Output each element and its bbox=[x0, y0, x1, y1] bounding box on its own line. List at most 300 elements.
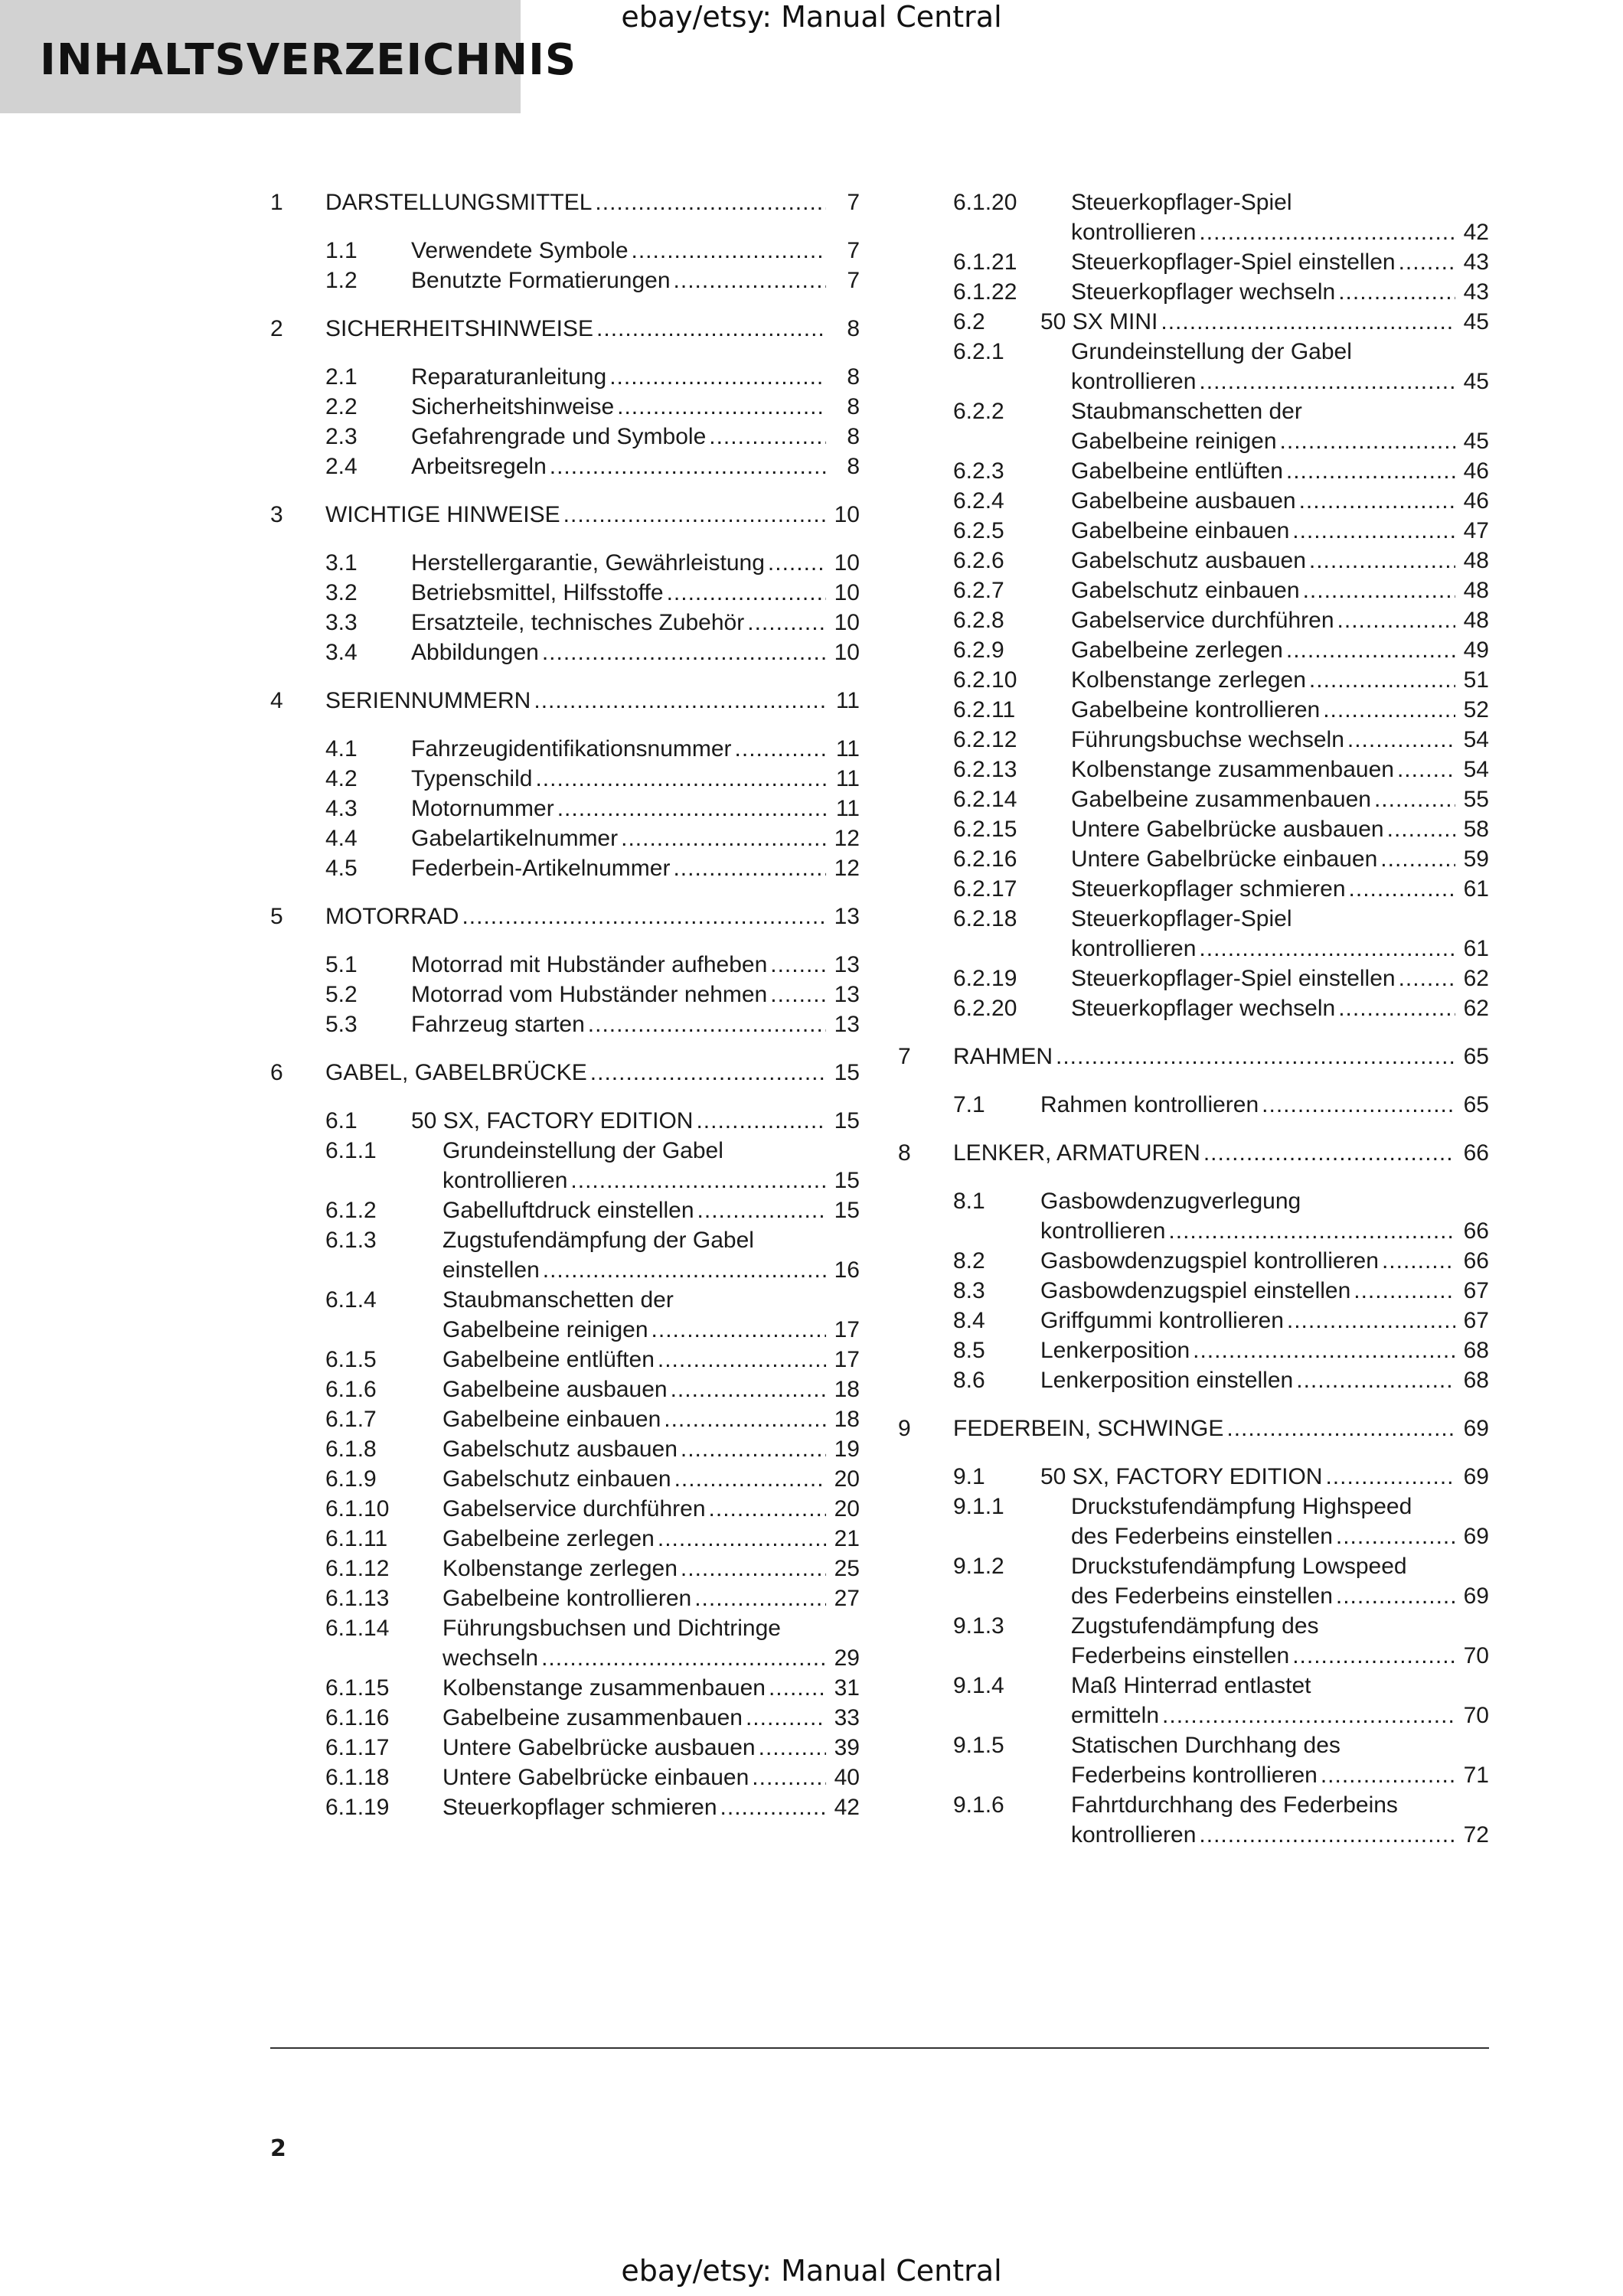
toc-entry[interactable] bbox=[270, 764, 860, 794]
toc-entry-number: 8.2 bbox=[953, 1248, 985, 1274]
toc-entry[interactable] bbox=[898, 1246, 1489, 1276]
toc-entry-title: Gabelservice durchführen bbox=[442, 1496, 706, 1521]
toc-entry-number: 2.4 bbox=[325, 454, 358, 479]
toc-entry-title: Kolbenstange zerlegen bbox=[1071, 667, 1306, 693]
toc-entry-title: Gabelservice durchführen bbox=[1071, 608, 1334, 633]
toc-entry-title: Gabelbeine ausbauen bbox=[1071, 488, 1296, 514]
toc-column-left bbox=[270, 188, 860, 1822]
toc-entry-page: 29 bbox=[834, 1645, 860, 1671]
dot-leader bbox=[1336, 1521, 1455, 1551]
toc-entry-title: Rahmen kontrollieren bbox=[1040, 1092, 1259, 1117]
toc-entry-page: 55 bbox=[1463, 787, 1489, 812]
dot-leader bbox=[542, 638, 826, 667]
toc-entry-title: Gabelbeine zusammenbauen bbox=[442, 1705, 743, 1730]
toc-entry-page: 61 bbox=[1463, 936, 1489, 961]
toc-entry[interactable] bbox=[270, 1434, 860, 1464]
toc-entry-title: Gabelluftdruck einstellen bbox=[442, 1198, 694, 1223]
toc-entry-page: 71 bbox=[1463, 1763, 1489, 1788]
toc-entry-number: 6.2.19 bbox=[953, 966, 1017, 991]
toc-entry[interactable] bbox=[898, 844, 1489, 874]
toc-entry[interactable] bbox=[898, 784, 1489, 814]
toc-entry[interactable] bbox=[898, 1276, 1489, 1306]
dot-leader bbox=[588, 1009, 826, 1039]
toc-entry[interactable] bbox=[270, 1345, 860, 1375]
toc-entry-number: 5.3 bbox=[325, 1012, 358, 1037]
dot-leader bbox=[720, 1792, 826, 1822]
toc-entry-title: Abbildungen bbox=[411, 640, 539, 665]
dot-leader bbox=[1354, 1276, 1455, 1306]
toc-entry-page: 17 bbox=[834, 1317, 860, 1342]
toc-entry[interactable] bbox=[898, 188, 1489, 247]
toc-entry-title: GABEL, GABELBRÜCKE bbox=[325, 1060, 587, 1085]
toc-entry-title: Federbeins einstellen bbox=[1071, 1643, 1290, 1668]
toc-entry-page: 54 bbox=[1463, 727, 1489, 752]
dot-leader bbox=[674, 1464, 826, 1494]
toc-entry[interactable] bbox=[898, 1090, 1489, 1120]
dot-leader bbox=[1374, 784, 1455, 814]
toc-entry-number: 6.1.15 bbox=[325, 1675, 390, 1701]
toc-entry-page: 10 bbox=[834, 502, 860, 527]
toc-entry[interactable] bbox=[270, 1136, 860, 1195]
toc-entry[interactable] bbox=[270, 1225, 860, 1285]
toc-entry[interactable] bbox=[270, 1106, 860, 1136]
toc-entry-number: 6.2.13 bbox=[953, 757, 1017, 782]
toc-entry[interactable] bbox=[898, 605, 1489, 635]
dot-leader bbox=[1199, 1820, 1455, 1850]
toc-entry-page: 69 bbox=[1463, 1524, 1489, 1549]
toc-entry-page: 69 bbox=[1463, 1583, 1489, 1609]
toc-entry[interactable] bbox=[898, 1365, 1489, 1395]
toc-entry[interactable] bbox=[898, 516, 1489, 546]
toc-entry[interactable] bbox=[270, 1524, 860, 1554]
dot-leader bbox=[1056, 1042, 1455, 1071]
toc-entry[interactable] bbox=[898, 1730, 1489, 1790]
toc-entry[interactable] bbox=[270, 823, 860, 853]
toc-entry[interactable] bbox=[270, 980, 860, 1009]
toc-entry-page: 15 bbox=[834, 1108, 860, 1133]
page-number: 2 bbox=[270, 2135, 286, 2162]
toc-entry-number: 6.1.9 bbox=[325, 1466, 377, 1492]
toc-entry[interactable] bbox=[270, 1009, 860, 1039]
toc-entry-number: 3.4 bbox=[325, 640, 358, 665]
toc-entry-page: 59 bbox=[1463, 846, 1489, 872]
toc-entry-number: 8.4 bbox=[953, 1308, 985, 1333]
dot-leader bbox=[1199, 217, 1455, 247]
toc-entry-title: Federbein-Artikelnummer bbox=[411, 856, 671, 881]
toc-entry-title: WICHTIGE HINWEISE bbox=[325, 502, 560, 527]
toc-entry-number: 6.1.20 bbox=[953, 190, 1017, 215]
toc-entry-page: 49 bbox=[1463, 638, 1489, 663]
toc-entry-number: 2.2 bbox=[325, 394, 358, 419]
dot-leader bbox=[1292, 1641, 1455, 1671]
toc-entry-number: 6.1.4 bbox=[325, 1287, 377, 1313]
dot-leader bbox=[1292, 516, 1455, 546]
toc-entry[interactable] bbox=[270, 794, 860, 823]
toc-entry-number: 6.1.1 bbox=[325, 1138, 377, 1163]
toc-entry-title: Gefahrengrade und Symbole bbox=[411, 424, 707, 449]
toc-entry-title: Gabelbeine zerlegen bbox=[1071, 638, 1283, 663]
toc-entry-page: 17 bbox=[834, 1347, 860, 1372]
toc-entry[interactable] bbox=[270, 950, 860, 980]
toc-entry[interactable] bbox=[898, 546, 1489, 576]
dot-leader bbox=[671, 1375, 826, 1404]
toc-entry[interactable] bbox=[898, 725, 1489, 755]
dot-leader bbox=[595, 188, 826, 217]
toc-entry[interactable] bbox=[270, 188, 860, 217]
toc-entry-page: 67 bbox=[1463, 1308, 1489, 1333]
toc-entry-page: 40 bbox=[834, 1765, 860, 1790]
toc-entry[interactable] bbox=[898, 874, 1489, 904]
toc-entry-page: 45 bbox=[1463, 369, 1489, 394]
dot-leader bbox=[1199, 367, 1455, 396]
toc-entry-title: Gasbowdenzugverlegung bbox=[1040, 1189, 1301, 1214]
toc-entry-page: 70 bbox=[1463, 1643, 1489, 1668]
toc-entry[interactable] bbox=[898, 277, 1489, 307]
toc-entry-page: 48 bbox=[1463, 578, 1489, 603]
toc-entry[interactable] bbox=[270, 500, 860, 530]
toc-entry[interactable] bbox=[270, 1763, 860, 1792]
toc-entry-number: 9.1.5 bbox=[953, 1733, 1004, 1758]
dot-leader bbox=[697, 1195, 826, 1225]
toc-entry-title: des Federbeins einstellen bbox=[1071, 1583, 1333, 1609]
watermark-top: ebay/etsy: Manual Central bbox=[621, 0, 1002, 34]
toc-entry-number: 6.2.15 bbox=[953, 817, 1017, 842]
toc-entry-page: 31 bbox=[834, 1675, 860, 1701]
toc-entry-title: Führungsbuchse wechseln bbox=[1071, 727, 1344, 752]
toc-entry[interactable] bbox=[270, 1673, 860, 1703]
toc-entry-page: 27 bbox=[834, 1586, 860, 1611]
toc-entry-number: 1 bbox=[270, 190, 283, 215]
toc-entry-number: 6.1.3 bbox=[325, 1228, 377, 1253]
toc-entry-number: 6.2.16 bbox=[953, 846, 1017, 872]
toc-entry-page: 18 bbox=[834, 1377, 860, 1402]
toc-entry-number: 5 bbox=[270, 904, 283, 929]
toc-entry-number: 4.1 bbox=[325, 736, 358, 762]
toc-entry-title: Untere Gabelbrücke ausbauen bbox=[1071, 817, 1384, 842]
dot-leader bbox=[1338, 993, 1455, 1023]
toc-entry[interactable] bbox=[270, 686, 860, 716]
dot-leader bbox=[667, 578, 826, 608]
toc-entry-title: Untere Gabelbrücke einbauen bbox=[1071, 846, 1378, 872]
toc-entry-page: 15 bbox=[834, 1168, 860, 1193]
dot-leader bbox=[596, 314, 826, 344]
toc-entry-title: Gabelartikelnummer bbox=[411, 826, 619, 851]
toc-entry-number: 9.1.6 bbox=[953, 1792, 1004, 1818]
toc-entry-title: kontrollieren bbox=[1071, 369, 1197, 394]
dot-leader bbox=[462, 902, 826, 931]
dot-leader bbox=[617, 392, 826, 422]
toc-entry-number: 6.1.10 bbox=[325, 1496, 390, 1521]
toc-entry-page: 11 bbox=[835, 796, 860, 821]
toc-entry-title: Gasbowdenzugspiel einstellen bbox=[1040, 1278, 1351, 1303]
toc-entry-number: 6.2.3 bbox=[953, 458, 1004, 484]
dot-leader bbox=[769, 1673, 826, 1703]
toc-entry-page: 10 bbox=[834, 640, 860, 665]
toc-entry[interactable] bbox=[270, 608, 860, 638]
dot-leader bbox=[681, 1434, 826, 1464]
dot-leader bbox=[570, 1166, 826, 1195]
toc-entry[interactable] bbox=[270, 1058, 860, 1088]
toc-entry[interactable] bbox=[270, 362, 860, 392]
dot-leader bbox=[1323, 695, 1455, 725]
toc-entry-page: 66 bbox=[1463, 1140, 1489, 1166]
toc-entry-title: Typenschild bbox=[411, 766, 533, 791]
toc-entry[interactable] bbox=[898, 307, 1489, 337]
toc-entry[interactable] bbox=[270, 1285, 860, 1345]
toc-entry-title: Griffgummi kontrollieren bbox=[1040, 1308, 1284, 1333]
toc-entry-number: 6.1.14 bbox=[325, 1616, 390, 1641]
toc-entry-page: 69 bbox=[1463, 1416, 1489, 1441]
toc-entry-number: 6.1.18 bbox=[325, 1765, 390, 1790]
toc-entry[interactable] bbox=[270, 1464, 860, 1494]
toc-entry[interactable] bbox=[270, 1583, 860, 1613]
toc-entry-number: 6.1.5 bbox=[325, 1347, 377, 1372]
toc-entry-page: 61 bbox=[1463, 876, 1489, 902]
toc-entry-title: Maß Hinterrad entlastet bbox=[1071, 1673, 1311, 1698]
dot-leader bbox=[543, 1255, 826, 1285]
toc-entry[interactable] bbox=[898, 396, 1489, 456]
dot-leader bbox=[673, 853, 826, 883]
toc-entry-page: 68 bbox=[1463, 1368, 1489, 1393]
toc-entry-number: 2.1 bbox=[325, 364, 358, 390]
toc-entry[interactable] bbox=[898, 247, 1489, 277]
toc-entry[interactable] bbox=[270, 1703, 860, 1733]
toc-entry-title: DARSTELLUNGSMITTEL bbox=[325, 190, 593, 215]
toc-entry-page: 66 bbox=[1463, 1248, 1489, 1274]
toc-entry-number: 6.1.22 bbox=[953, 279, 1017, 305]
toc-entry-title: Gabelschutz einbauen bbox=[442, 1466, 671, 1492]
toc-entry-title: RAHMEN bbox=[953, 1044, 1053, 1069]
dot-leader bbox=[1380, 844, 1455, 874]
toc-entry-page: 48 bbox=[1463, 608, 1489, 633]
toc-entry[interactable] bbox=[898, 576, 1489, 605]
toc-entry-title: Gabelbeine entlüften bbox=[442, 1347, 655, 1372]
toc-entry-page: 11 bbox=[835, 736, 860, 762]
toc-entry-title: Steuerkopflager-Spiel einstellen bbox=[1071, 966, 1396, 991]
toc-entry[interactable] bbox=[898, 814, 1489, 844]
toc-entry-page: 8 bbox=[847, 364, 860, 390]
toc-entry[interactable] bbox=[270, 1375, 860, 1404]
toc-entry[interactable] bbox=[270, 548, 860, 578]
toc-entry-number: 6.2.2 bbox=[953, 399, 1004, 424]
toc-entry-title: Führungsbuchsen und Dichtringe bbox=[442, 1616, 781, 1641]
toc-entry[interactable] bbox=[898, 993, 1489, 1023]
toc-entry[interactable] bbox=[898, 1462, 1489, 1492]
toc-entry[interactable] bbox=[898, 1306, 1489, 1336]
toc-entry-number: 6.1.17 bbox=[325, 1735, 390, 1760]
toc-entry-title: Verwendete Symbole bbox=[411, 238, 629, 263]
toc-entry-title: kontrollieren bbox=[442, 1168, 568, 1193]
dot-leader bbox=[1226, 1414, 1455, 1443]
toc-entry-number: 9.1.3 bbox=[953, 1613, 1004, 1639]
toc-entry[interactable] bbox=[270, 1733, 860, 1763]
toc-entry-number: 6.2.4 bbox=[953, 488, 1004, 514]
toc-entry-title: Federbeins kontrollieren bbox=[1071, 1763, 1318, 1788]
toc-entry-page: 45 bbox=[1463, 429, 1489, 454]
toc-entry-title: Untere Gabelbrücke ausbauen bbox=[442, 1735, 756, 1760]
toc-entry-title: Lenkerposition bbox=[1040, 1338, 1190, 1363]
toc-entry[interactable] bbox=[898, 755, 1489, 784]
toc-entry-title: Herstellergarantie, Gewährleistung bbox=[411, 550, 765, 576]
dot-leader bbox=[1309, 665, 1455, 695]
toc-entry-number: 6.2.12 bbox=[953, 727, 1017, 752]
toc-entry-title: Steuerkopflager wechseln bbox=[1071, 996, 1336, 1021]
toc-entry-title: Motorrad mit Hubständer aufheben bbox=[411, 952, 768, 977]
toc-entry[interactable] bbox=[898, 1138, 1489, 1168]
dot-leader bbox=[1321, 1760, 1455, 1790]
toc-entry[interactable] bbox=[270, 1554, 860, 1583]
toc-entry-title: Gabelbeine kontrollieren bbox=[442, 1586, 692, 1611]
dot-leader bbox=[1387, 814, 1455, 844]
toc-entry-page: 65 bbox=[1463, 1092, 1489, 1117]
toc-entry-title: Gabelbeine entlüften bbox=[1071, 458, 1283, 484]
toc-entry-page: 42 bbox=[1463, 220, 1489, 245]
toc-entry-number: 3.3 bbox=[325, 610, 358, 635]
toc-entry[interactable] bbox=[270, 422, 860, 452]
toc-entry-number: 7 bbox=[898, 1044, 911, 1069]
toc-entry-page: 16 bbox=[834, 1257, 860, 1283]
toc-entry-number: 4 bbox=[270, 688, 283, 713]
dot-leader bbox=[658, 1345, 826, 1375]
toc-entry-number: 8.3 bbox=[953, 1278, 985, 1303]
toc-entry[interactable] bbox=[898, 964, 1489, 993]
toc-entry-page: 65 bbox=[1463, 1044, 1489, 1069]
dot-leader bbox=[590, 1058, 826, 1088]
toc-entry[interactable] bbox=[898, 1611, 1489, 1671]
toc-entry-number: 2 bbox=[270, 316, 283, 341]
toc-entry-page: 20 bbox=[834, 1466, 860, 1492]
dot-leader bbox=[1336, 1581, 1455, 1611]
toc-entry-page: 13 bbox=[834, 952, 860, 977]
toc-entry[interactable] bbox=[898, 665, 1489, 695]
toc-entry-number: 4.5 bbox=[325, 856, 358, 881]
toc-entry[interactable] bbox=[270, 452, 860, 481]
toc-entry-title: Gabelbeine zusammenbauen bbox=[1071, 787, 1371, 812]
toc-entry-number: 4.2 bbox=[325, 766, 358, 791]
toc-entry-title: MOTORRAD bbox=[325, 904, 459, 929]
page-title: INHALTSVERZEICHNIS bbox=[40, 35, 577, 85]
toc-entry[interactable] bbox=[898, 1492, 1489, 1551]
toc-entry[interactable] bbox=[898, 635, 1489, 665]
toc-entry[interactable] bbox=[270, 853, 860, 883]
toc-entry[interactable] bbox=[270, 1404, 860, 1434]
toc-entry-page: 39 bbox=[834, 1735, 860, 1760]
toc-entry-number: 6.2.18 bbox=[953, 906, 1017, 931]
toc-entry[interactable] bbox=[898, 1186, 1489, 1246]
toc-entry-number: 7.1 bbox=[953, 1092, 985, 1117]
toc-entry[interactable] bbox=[898, 695, 1489, 725]
toc-entry-page: 66 bbox=[1463, 1218, 1489, 1244]
toc-entry-number: 6.1.7 bbox=[325, 1407, 377, 1432]
dot-leader bbox=[1397, 755, 1455, 784]
toc-entry-number: 4.3 bbox=[325, 796, 358, 821]
toc-entry[interactable] bbox=[898, 1336, 1489, 1365]
dot-leader bbox=[747, 608, 826, 638]
toc-entry[interactable] bbox=[270, 578, 860, 608]
toc-entry-number: 6 bbox=[270, 1060, 283, 1085]
toc-entry-number: 6.1.21 bbox=[953, 249, 1017, 275]
toc-entry-title: kontrollieren bbox=[1071, 936, 1197, 961]
toc-entry-number: 9.1.1 bbox=[953, 1494, 1004, 1519]
dot-leader bbox=[658, 1524, 826, 1554]
toc-entry[interactable] bbox=[898, 904, 1489, 964]
dot-leader bbox=[1299, 486, 1455, 516]
dot-leader bbox=[1325, 1462, 1455, 1492]
toc-entry-number: 5.2 bbox=[325, 982, 358, 1007]
toc-entry-title: Zugstufendämpfung der Gabel bbox=[442, 1228, 754, 1253]
toc-entry-title: Fahrzeugidentifikationsnummer bbox=[411, 736, 732, 762]
toc-entry-title: Reparaturanleitung bbox=[411, 364, 607, 390]
toc-entry-page: 21 bbox=[834, 1526, 860, 1551]
toc-entry-page: 58 bbox=[1463, 817, 1489, 842]
toc-entry-number: 6.1.8 bbox=[325, 1437, 377, 1462]
toc-entry-page: 15 bbox=[834, 1060, 860, 1085]
toc-entry[interactable] bbox=[898, 1414, 1489, 1443]
toc-entry[interactable] bbox=[270, 236, 860, 266]
toc-entry[interactable] bbox=[270, 638, 860, 667]
toc-entry[interactable] bbox=[898, 456, 1489, 486]
toc-entry-page: 18 bbox=[834, 1407, 860, 1432]
toc-entry-title: Grundeinstellung der Gabel bbox=[1071, 339, 1352, 364]
toc-entry-number: 9.1.4 bbox=[953, 1673, 1004, 1698]
toc-entry[interactable] bbox=[270, 1613, 860, 1673]
toc-entry-page: 68 bbox=[1463, 1338, 1489, 1363]
toc-entry-number: 6.2.6 bbox=[953, 548, 1004, 573]
toc-entry[interactable] bbox=[898, 1042, 1489, 1071]
dot-leader bbox=[770, 950, 826, 980]
dot-leader bbox=[1309, 546, 1455, 576]
toc-entry-number: 6.1 bbox=[325, 1108, 358, 1133]
toc-entry[interactable] bbox=[270, 1792, 860, 1822]
toc-entry-title: Steuerkopflager schmieren bbox=[1071, 876, 1346, 902]
dot-leader bbox=[1287, 1306, 1455, 1336]
toc-entry[interactable] bbox=[270, 1195, 860, 1225]
toc-entry-number: 1.1 bbox=[325, 238, 358, 263]
toc-entry-page: 62 bbox=[1463, 996, 1489, 1021]
toc-entry-page: 47 bbox=[1463, 518, 1489, 543]
toc-entry[interactable] bbox=[898, 1551, 1489, 1611]
toc-entry-title: Kolbenstange zusammenbauen bbox=[1071, 757, 1394, 782]
toc-entry[interactable] bbox=[898, 1671, 1489, 1730]
toc-entry[interactable] bbox=[898, 337, 1489, 396]
toc-column-right bbox=[898, 188, 1489, 1850]
toc-entry-number: 9 bbox=[898, 1416, 911, 1441]
toc-entry-title: Gabelbeine einbauen bbox=[442, 1407, 661, 1432]
toc-entry-title: Zugstufendämpfung des bbox=[1071, 1613, 1319, 1639]
toc-entry[interactable] bbox=[270, 392, 860, 422]
toc-entry-title: Gabelbeine reinigen bbox=[1071, 429, 1277, 454]
dot-leader bbox=[1168, 1216, 1455, 1246]
toc-entry[interactable] bbox=[270, 734, 860, 764]
toc-entry-number: 6.2.11 bbox=[953, 697, 1016, 722]
toc-entry[interactable] bbox=[270, 314, 860, 344]
toc-entry[interactable] bbox=[270, 902, 860, 931]
toc-entry-page: 70 bbox=[1463, 1703, 1489, 1728]
toc-entry-page: 10 bbox=[834, 580, 860, 605]
toc-entry-title: Gabelbeine kontrollieren bbox=[1071, 697, 1321, 722]
toc-entry-title: Arbeitsregeln bbox=[411, 454, 547, 479]
toc-entry[interactable] bbox=[898, 1790, 1489, 1850]
toc-entry-number: 9.1.2 bbox=[953, 1554, 1004, 1579]
toc-entry-page: 7 bbox=[847, 268, 860, 293]
toc-entry[interactable] bbox=[270, 266, 860, 295]
toc-entry[interactable] bbox=[898, 486, 1489, 516]
toc-entry[interactable] bbox=[270, 1494, 860, 1524]
toc-entry-title: Fahrzeug starten bbox=[411, 1012, 585, 1037]
toc-entry-title: Untere Gabelbrücke einbauen bbox=[442, 1765, 749, 1790]
toc-entry-number: 6.2.8 bbox=[953, 608, 1004, 633]
dot-leader bbox=[1161, 307, 1455, 337]
